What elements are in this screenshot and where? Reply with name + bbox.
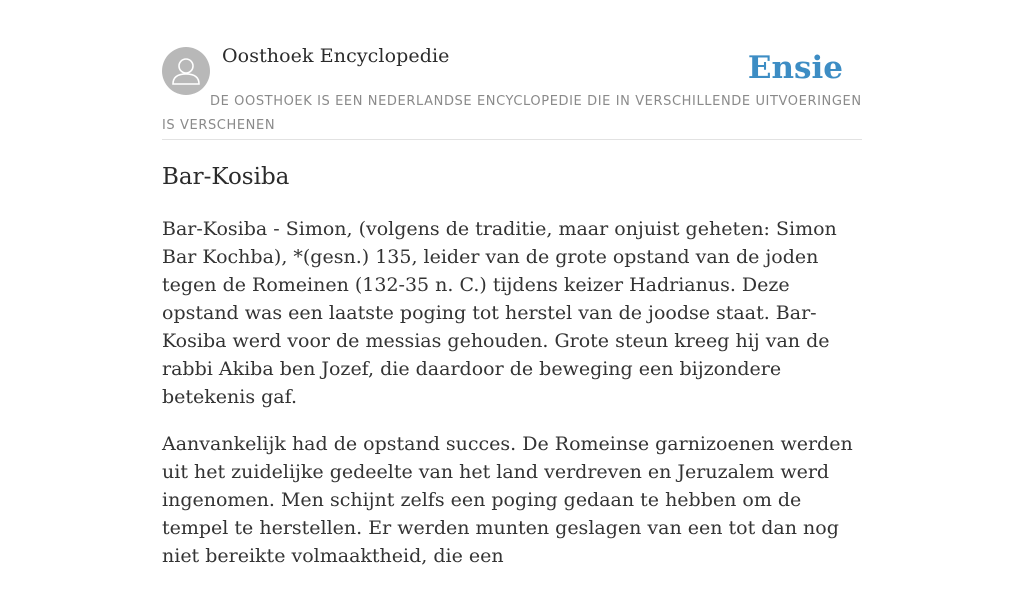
brand-logo[interactable]: Ensie bbox=[747, 50, 843, 86]
user-icon bbox=[162, 47, 210, 95]
article-paragraph: Bar-Kosiba - Simon, (volgens de traditie, maar onjuist geheten: Simon Bar Kochba), *(gesn.) 135, leider van de grote opstand van de joden tegen de Romeinen (132-35 n. C.) tijdens keizer Hadrianus. Deze opstand was een laatste poging tot herstel van de joodse staat. Bar-Kosiba werd voor de messias gehouden. Grote steun kreeg hij van de rabbi Akiba ben Jozef, die daardoor de beweging een bijzondere betekenis gaf. bbox=[162, 218, 837, 408]
avatar[interactable] bbox=[162, 47, 210, 95]
site-tagline: DE OOSTHOEK IS EEN NEDERLANDSE ENCYCLOPEDIE DIE IN VERSCHILLENDE UITVOERINGEN IS VERSCHENEN bbox=[162, 94, 862, 133]
article-paragraph: Aanvankelijk had de opstand succes. De Romeinse garnizoenen werden uit het zuidelijke gedeelte van het land verdreven en Jeruzalem werd ingenomen. Men schijnt zelfs een poging gedaan te hebben om de tempel te herstellen. Er werden munten geslagen van een tot dan nog niet bereikte volmaaktheid, die een bbox=[162, 433, 853, 567]
site-name[interactable]: Oosthoek Encyclopedie bbox=[222, 45, 450, 67]
article-body bbox=[162, 215, 862, 589]
header bbox=[162, 0, 862, 140]
article-title: Bar-Kosiba bbox=[162, 164, 290, 190]
page bbox=[162, 0, 862, 567]
